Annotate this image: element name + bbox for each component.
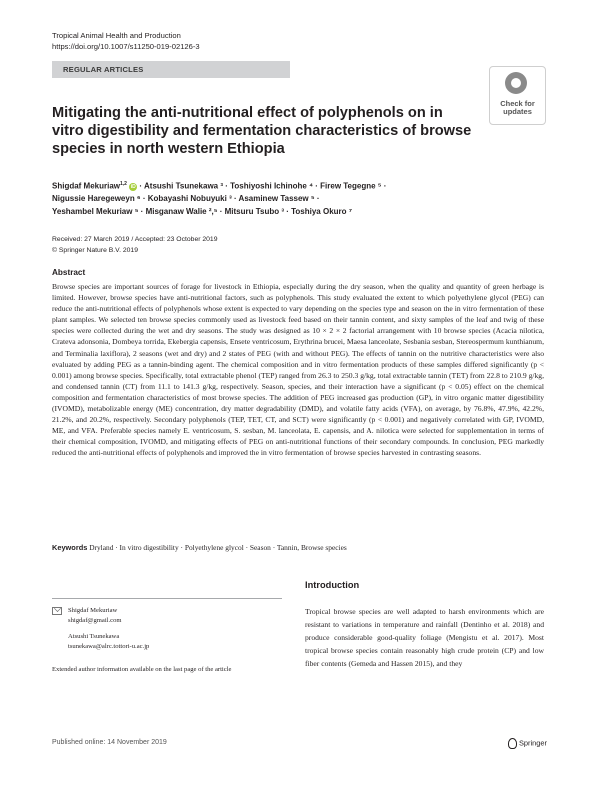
publisher-name: Springer — [519, 738, 547, 748]
extended-author-info: Extended author information available on the last page of the article — [52, 666, 232, 673]
article-dates — [52, 235, 218, 256]
published-online: Published online: 14 November 2019 — [52, 739, 167, 746]
contact-email[interactable]: shigdaf@gmail.com — [68, 616, 122, 624]
orcid-icon[interactable]: iD — [130, 183, 136, 190]
author-line-1 — [52, 178, 432, 193]
author-line-1-rest: · Atsushi Tsunekawa ³ · Toshiyoshi Ichinohe ⁴ · Firew Tegegne ⁵ · — [137, 181, 387, 191]
introduction-text: Tropical browse species are well adapted to harsh environments which are resistant to variations in temperature and rainfall (Dentinho et al. 2018) and produce considerable good-quality foliage (Mengistu et al. 2017). Most tropical browse species contain reasonably high crude protein (CP) and low fiber contents (Gemeda and Hassen 2015), and they — [305, 607, 544, 668]
introduction-heading: Introduction — [305, 580, 360, 590]
section-label: REGULAR ARTICLES — [63, 65, 144, 74]
article-title: Mitigating the anti-nutritional effect of polyphenols on in vitro digestibility and fermentation characteristics of browse species in north western Ethiopia — [52, 105, 472, 157]
author-line-2: Nigussie Haregeweyn ⁶ · Kobayashi Nobuyuki ³ · Asaminew Tassew ⁵ · — [52, 194, 320, 204]
contact-divider — [52, 598, 282, 599]
keywords — [52, 543, 347, 552]
author-line-3: Yeshambel Mekuriaw ⁵ · Misganaw Walie ²,⁵ · Mitsuru Tsubo ³ · Toshiya Okuro ⁷ — [52, 206, 353, 216]
keywords-label: Keywords — [52, 543, 88, 552]
contact-email[interactable]: tsunekawa@alrc.tottori-u.ac.jp — [68, 642, 150, 650]
keywords-list: Dryland · In vitro digestibility · Polyethylene glycol · Season · Tannin, Browse species — [89, 543, 347, 552]
contact-name: Atsushi Tsunekawa — [68, 633, 120, 640]
journal-header — [52, 30, 200, 52]
abstract-heading: Abstract — [52, 268, 86, 277]
envelope-icon — [52, 607, 62, 615]
author-list — [52, 178, 432, 218]
received-accepted: Received: 27 March 2019 / Accepted: 23 October 2019 — [52, 236, 218, 243]
author-name[interactable]: Shigdaf Mekuriaw — [52, 181, 121, 191]
springer-horse-icon — [508, 738, 517, 749]
check-updates-label: Check for updates — [500, 99, 535, 116]
contact-name: Shigdaf Mekuriaw — [68, 607, 118, 614]
journal-name: Tropical Animal Health and Production — [52, 31, 181, 40]
abstract-text: Browse species are important sources of forage for livestock in Ethiopia, especially during the dry season, when the quality and quantity of green herbage is limited. However, browse species have anti-nutritional factors, such as polyphenols. This study evaluated the extent to which polyethylene glycol (PEG) can reduce the anti-nutritional effects of polyphenols whose extent is expected to vary depending on the species type and season on the in vitro fermentation of these plant samples. We selected ten browse species commonly used as livestock feed based on their tannin content, and sixty samples of the leaf and twig of these species were collected during the wet and dry seasons. The study was designed as 10 × 2 × 2 factorial arrangement with 10 browse species (Acacia nilotica, Crateva adonsonia, Dombeya torrida, Ekebergia capensis, Ensete ventricosum, Erythrina brucei, Maesa lanceolate, Sesbania sesban, Stereospermum kunthianum, and Terminalia laxiflora), 2 seasons (wet and dry) and 2 states of PEG (with and without PEG). The effects of tannin on the nutritive characteristics were also evaluated by adding PEG as a tannin-binding agent. The chemical composition and in vitro fermentation products of these samples differed significantly (p < 0.001) among browse species. Specifically, total extractable phenol (TEP) ranged from 26.3 to 250.3 g/kg, total extractable tannin (TET) from 22.8 to 210.9 g/kg, and condensed tannin (CT) from 11.1 to 141.3 g/kg, respectively. Season, species, and their interaction have a significant (p < 0.05) effect on the chemical composition and fermentation characteristics of most browse species. The addition of PEG increased gas production (GP), in vitro organic matter digestibility (IVOMD), metabolizable energy (ME) concentration, dry matter degradability (DMD), and volatile fatty acids (VFA), on average, by 76.8%, 47.9%, 42.2%, 21.2%, and 20.2%, respectively. Secondary polyphenols (TEP, TET, CT, and SCT) were significantly (p < 0.001) and negatively correlated with GP, IVOMD, ME, and VFA. Preferable species namely E. ventricosum, S. sesban, M. lanceolata, E. capensis, and A. nilotica were selected for supplementation in terms of their chemical composition, IVOMD, and mitigating effects of PEG on anti-nutritional functions of their secondary compounds. In conclusion, PEG markedly reduced the anti-nutritional effects of polyphenols and improved the in vitro fermentation of browse species harvested in contrasting seasons. — [52, 282, 544, 458]
copyright: © Springer Nature B.V. 2019 — [52, 246, 138, 254]
author-affiliation: 1,2 — [120, 181, 127, 187]
check-for-updates-badge[interactable] — [489, 66, 546, 125]
publisher-logo — [508, 738, 547, 749]
bookmark-icon — [505, 72, 527, 94]
section-band — [52, 61, 290, 78]
doi-link[interactable]: https://doi.org/10.1007/s11250-019-02126-3 — [52, 42, 200, 51]
